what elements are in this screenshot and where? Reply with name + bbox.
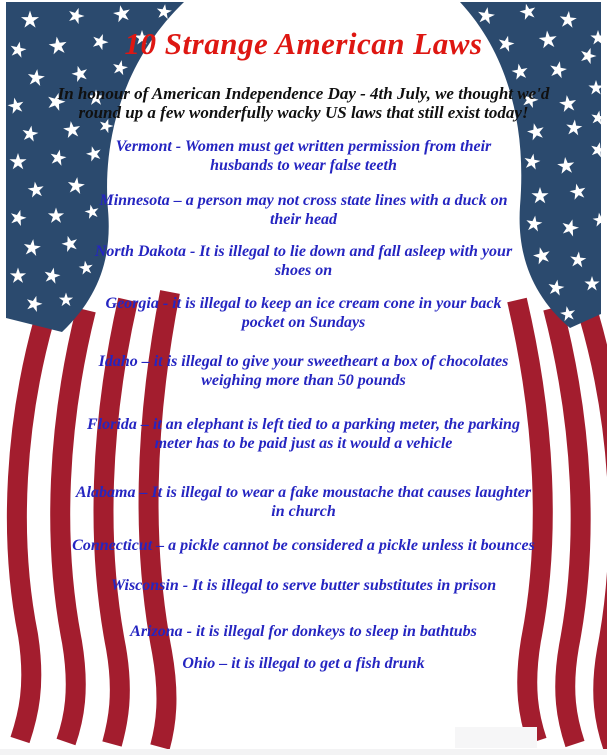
intro-line: In honour of American Independence Day - 4th July, we thought we'd <box>57 84 550 103</box>
law-line: Ohio – it is illegal to get a fish drunk <box>182 654 425 672</box>
intro-line: round up a few wonderfully wacky US laws that still exist today! <box>78 103 529 122</box>
law-line: their head <box>269 210 338 228</box>
law-line: North Dakota - It is illegal to lie down and fall asleep with your <box>94 243 513 260</box>
law-item <box>54 416 554 453</box>
page-title: 10 Strange American Laws <box>124 26 483 61</box>
law-line: Georgia - it is illegal to keep an ice cream cone in your back <box>105 295 502 312</box>
law-item <box>54 138 554 175</box>
law-item <box>54 577 554 596</box>
law-line: Idaho – it is illegal to give your sweetheart a box of chocolates <box>98 353 509 370</box>
law-item <box>54 537 554 556</box>
laws-list <box>54 132 554 673</box>
law-item <box>54 243 554 280</box>
law-line: shoes on <box>274 261 333 279</box>
law-line: meter has to be paid just as it would a vehicle <box>154 434 453 452</box>
law-line: husbands to wear false teeth <box>210 156 397 174</box>
law-item <box>54 353 554 390</box>
law-item <box>54 484 554 521</box>
law-line: Arizona - it is illegal for donkeys to sleep in bathtubs <box>130 623 477 640</box>
law-line: Wisconsin - It is illegal to serve butter substitutes in prison <box>110 576 497 594</box>
intro-text <box>0 84 607 122</box>
law-item <box>54 655 554 674</box>
law-item <box>54 192 554 229</box>
law-line: Alabama – It is illegal to wear a fake moustache that causes laughter <box>75 484 532 501</box>
law-line: pocket on Sundays <box>241 313 366 331</box>
law-line: Florida – it an elephant is left tied to a parking meter, the parking <box>87 416 520 433</box>
law-line: in church <box>271 502 336 520</box>
bottom-edge-strip <box>0 749 607 755</box>
law-item <box>54 295 554 332</box>
law-line: Minnesota – a person may not cross state lines with a duck on <box>99 192 508 209</box>
law-line: Connecticut – a pickle cannot be considered a pickle unless it bounces <box>72 537 535 554</box>
law-item <box>54 623 554 642</box>
law-line: weighing more than 50 pounds <box>201 371 406 389</box>
law-line: Vermont - Women must get written permission from their <box>115 138 492 155</box>
